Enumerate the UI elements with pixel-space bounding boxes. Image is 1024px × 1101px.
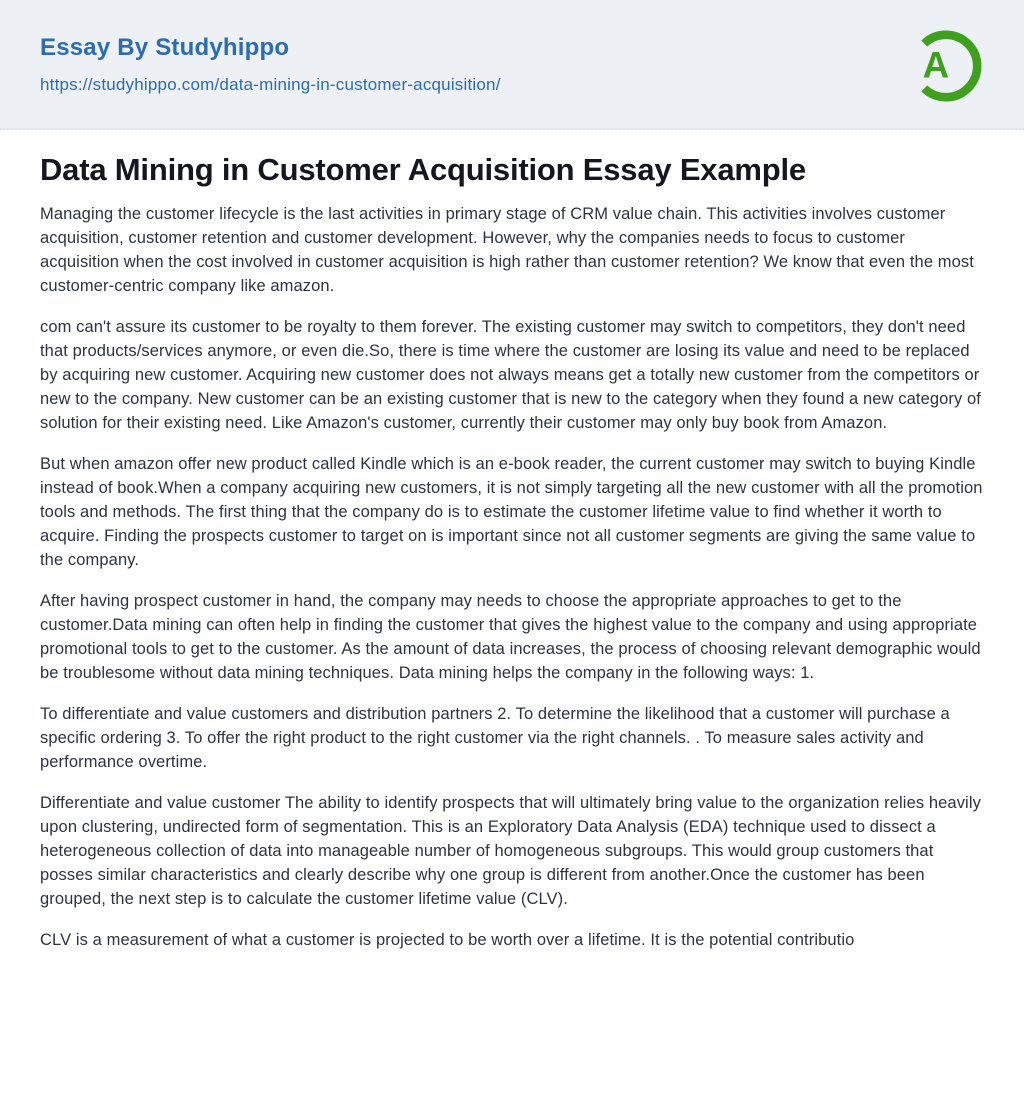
studyhippo-logo-icon: [907, 24, 985, 108]
essay-paragraph: Managing the customer lifecycle is the last activities in primary stage of CRM value chain. This activities involves customer acquisition, customer retention and customer development. However, why the companies needs to focus to customer acquisition when the cost involved in customer acquisition is high rather than customer retention? We know that even the most customer-centric company like amazon.: [40, 204, 974, 295]
essay-paragraph: After having prospect customer in hand, the company may needs to choose the appropriate approaches to get to the customer.Data mining can often help in finding the customer that gives the highest value to the company and using appropriate promotional tools to get to the customer. As the amount of data increases, the process of choosing relevant demographic would be troublesome without data mining techniques. Data mining helps the company in the following ways: 1.: [40, 591, 981, 682]
header-title: Essay By Studyhippo: [40, 34, 290, 61]
page-header: [0, 0, 1024, 130]
essay-paragraph: CLV is a measurement of what a customer is projected to be worth over a lifetime. It is the potential contributio: [40, 930, 855, 949]
logo-letter: A: [922, 44, 950, 86]
header-text-block: [40, 34, 501, 95]
essay-paragraph: Differentiate and value customer The ability to identify prospects that will ultimately bring value to the organization relies heavily upon clustering, undirected form of segmentation. This is an Exploratory Data Analysis (EDA) technique used to dissect a heterogeneous collection of data into manageable number of homogeneous subgroups. This would group customers that posses similar characteristics and clearly describe why one group is different from another.Once the customer has been grouped, the next step is to calculate the customer lifetime value (CLV).: [40, 793, 981, 908]
essay-title: Data Mining in Customer Acquisition Essay Example: [40, 152, 806, 187]
essay-paragraph: But when amazon offer new product called Kindle which is an e-book reader, the current customer may switch to buying Kindle instead of book.When a company acquiring new customers, it is not simply targeting all the new customer with all the promotion tools and methods. The first thing that the company do is to estimate the customer lifetime value to find whether it worth to acquire. Finding the prospects customer to target on is important since not all customer segments are giving the same value to the company.: [40, 454, 983, 569]
source-url-link[interactable]: https://studyhippo.com/data-mining-in-customer-acquisition/: [40, 74, 501, 94]
essay-paragraph: com can't assure its customer to be royalty to them forever. The existing customer may switch to competitors, they don't need that products/services anymore, or even die.So, there is time where the customer are losing its value and need to be replaced by acquiring new customer. Acquiring new customer does not always means get a totally new customer from the competitors or new to the company. New customer can be an existing customer that is new to the category when they found a new category of solution for their existing need. Like Amazon's customer, currently their customer may only buy book from Amazon.: [40, 317, 981, 432]
essay-content: [0, 130, 1024, 952]
essay-paragraph: To differentiate and value customers and distribution partners 2. To determine the likelihood that a customer will purchase a specific ordering 3. To offer the right product to the right customer via the right channels. . To measure sales activity and performance overtime.: [40, 704, 950, 771]
essay-body: [40, 202, 984, 952]
